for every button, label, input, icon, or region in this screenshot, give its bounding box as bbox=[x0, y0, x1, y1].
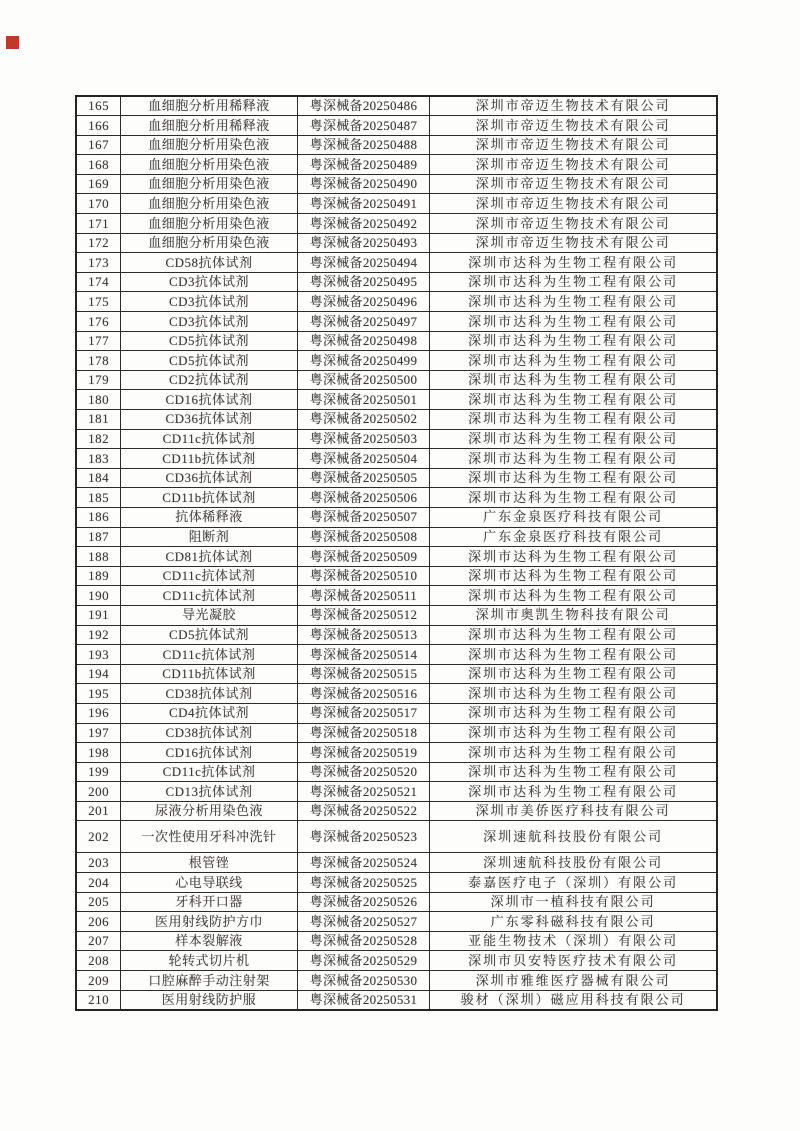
table-row bbox=[76, 762, 717, 782]
registration-number-cell: 粤深械备20250500 bbox=[297, 370, 430, 390]
registration-number-cell: 粤深械备20250522 bbox=[297, 801, 430, 821]
product-name-cell: CD3抗体试剂 bbox=[121, 272, 297, 292]
registration-number-cell: 粤深械备20250525 bbox=[297, 873, 430, 893]
row-number-cell: 192 bbox=[76, 625, 121, 645]
table-row bbox=[76, 645, 717, 665]
company-name-cell: 深圳市一植科技有限公司 bbox=[430, 892, 717, 912]
row-number-cell: 201 bbox=[76, 801, 121, 821]
company-name-cell: 深圳市帝迈生物技术有限公司 bbox=[430, 194, 717, 214]
table-row bbox=[76, 931, 717, 951]
table-row bbox=[76, 253, 717, 273]
company-name-cell: 骏材（深圳）磁应用科技有限公司 bbox=[430, 990, 717, 1010]
table-row bbox=[76, 331, 717, 351]
table-row bbox=[76, 684, 717, 704]
table-row bbox=[76, 892, 717, 912]
registration-number-cell: 粤深械备20250497 bbox=[297, 312, 430, 332]
product-name-cell: 血细胞分析用染色液 bbox=[121, 194, 297, 214]
registration-number-cell: 粤深械备20250518 bbox=[297, 723, 430, 743]
row-number-cell: 204 bbox=[76, 873, 121, 893]
product-name-cell: CD81抗体试剂 bbox=[121, 547, 297, 567]
product-name-cell: CD5抗体试剂 bbox=[121, 331, 297, 351]
product-name-cell: 口腔麻醉手动注射架 bbox=[121, 971, 297, 991]
product-name-cell: 导光凝胶 bbox=[121, 605, 297, 625]
product-name-cell: 血细胞分析用染色液 bbox=[121, 214, 297, 234]
company-name-cell: 深圳市达科为生物工程有限公司 bbox=[430, 488, 717, 508]
table-row bbox=[76, 351, 717, 371]
registration-number-cell: 粤深械备20250486 bbox=[297, 96, 430, 116]
table-row bbox=[76, 194, 717, 214]
table-row bbox=[76, 821, 717, 853]
table-row bbox=[76, 429, 717, 449]
row-number-cell: 172 bbox=[76, 233, 121, 253]
product-name-cell: 血细胞分析用染色液 bbox=[121, 135, 297, 155]
table-row bbox=[76, 971, 717, 991]
registration-number-cell: 粤深械备20250512 bbox=[297, 605, 430, 625]
product-name-cell: 牙科开口器 bbox=[121, 892, 297, 912]
registration-number-cell: 粤深械备20250489 bbox=[297, 155, 430, 175]
company-name-cell: 亚能生物技术（深圳）有限公司 bbox=[430, 931, 717, 951]
row-number-cell: 178 bbox=[76, 351, 121, 371]
table-row bbox=[76, 547, 717, 567]
table-row bbox=[76, 782, 717, 802]
company-name-cell: 深圳市美侨医疗科技有限公司 bbox=[430, 801, 717, 821]
registration-number-cell: 粤深械备20250517 bbox=[297, 703, 430, 723]
company-name-cell: 深圳市达科为生物工程有限公司 bbox=[430, 272, 717, 292]
registration-number-cell: 粤深械备20250530 bbox=[297, 971, 430, 991]
table-row bbox=[76, 96, 717, 116]
table-row bbox=[76, 272, 717, 292]
row-number-cell: 191 bbox=[76, 605, 121, 625]
registration-number-cell: 粤深械备20250496 bbox=[297, 292, 430, 312]
company-name-cell: 深圳市帝迈生物技术有限公司 bbox=[430, 233, 717, 253]
product-name-cell: 抗体稀释液 bbox=[121, 507, 297, 527]
registration-number-cell: 粤深械备20250501 bbox=[297, 390, 430, 410]
registration-number-cell: 粤深械备20250510 bbox=[297, 566, 430, 586]
row-number-cell: 193 bbox=[76, 645, 121, 665]
registration-number-cell: 粤深械备20250524 bbox=[297, 853, 430, 873]
company-name-cell: 深圳市雅维医疗器械有限公司 bbox=[430, 971, 717, 991]
row-number-cell: 188 bbox=[76, 547, 121, 567]
company-name-cell: 深圳市达科为生物工程有限公司 bbox=[430, 625, 717, 645]
row-number-cell: 179 bbox=[76, 370, 121, 390]
registration-number-cell: 粤深械备20250516 bbox=[297, 684, 430, 704]
registration-number-cell: 粤深械备20250520 bbox=[297, 762, 430, 782]
table-row bbox=[76, 214, 717, 234]
product-name-cell: CD11b抗体试剂 bbox=[121, 664, 297, 684]
table-row bbox=[76, 912, 717, 932]
row-number-cell: 202 bbox=[76, 821, 121, 853]
company-name-cell: 深圳市达科为生物工程有限公司 bbox=[430, 390, 717, 410]
row-number-cell: 184 bbox=[76, 468, 121, 488]
row-number-cell: 176 bbox=[76, 312, 121, 332]
table-row bbox=[76, 566, 717, 586]
product-name-cell: 血细胞分析用染色液 bbox=[121, 155, 297, 175]
row-number-cell: 203 bbox=[76, 853, 121, 873]
company-name-cell: 深圳市达科为生物工程有限公司 bbox=[430, 743, 717, 763]
company-name-cell: 深圳市达科为生物工程有限公司 bbox=[430, 586, 717, 606]
product-name-cell: 一次性使用牙科冲洗针 bbox=[121, 821, 297, 853]
row-number-cell: 170 bbox=[76, 194, 121, 214]
product-name-cell: 样本裂解液 bbox=[121, 931, 297, 951]
product-name-cell: CD2抗体试剂 bbox=[121, 370, 297, 390]
table-row bbox=[76, 292, 717, 312]
company-name-cell: 深圳市帝迈生物技术有限公司 bbox=[430, 96, 717, 116]
company-name-cell: 深圳市达科为生物工程有限公司 bbox=[430, 468, 717, 488]
company-name-cell: 深圳市达科为生物工程有限公司 bbox=[430, 449, 717, 469]
registration-number-cell: 粤深械备20250528 bbox=[297, 931, 430, 951]
row-number-cell: 167 bbox=[76, 135, 121, 155]
company-name-cell: 广东金泉医疗科技有限公司 bbox=[430, 507, 717, 527]
product-name-cell: 血细胞分析用染色液 bbox=[121, 233, 297, 253]
row-number-cell: 196 bbox=[76, 703, 121, 723]
registration-number-cell: 粤深械备20250494 bbox=[297, 253, 430, 273]
table-row bbox=[76, 233, 717, 253]
row-number-cell: 177 bbox=[76, 331, 121, 351]
row-number-cell: 181 bbox=[76, 410, 121, 430]
company-name-cell: 深圳市帝迈生物技术有限公司 bbox=[430, 135, 717, 155]
company-name-cell: 深圳市帝迈生物技术有限公司 bbox=[430, 116, 717, 136]
product-name-cell: CD11c抗体试剂 bbox=[121, 762, 297, 782]
company-name-cell: 深圳速航科技股份有限公司 bbox=[430, 821, 717, 853]
product-name-cell: 血细胞分析用稀释液 bbox=[121, 116, 297, 136]
product-name-cell: 血细胞分析用染色液 bbox=[121, 174, 297, 194]
company-name-cell: 广东零科磁科技有限公司 bbox=[430, 912, 717, 932]
product-name-cell: CD16抗体试剂 bbox=[121, 743, 297, 763]
table-row bbox=[76, 116, 717, 136]
registration-number-cell: 粤深械备20250511 bbox=[297, 586, 430, 606]
company-name-cell: 深圳市达科为生物工程有限公司 bbox=[430, 547, 717, 567]
company-name-cell: 深圳市贝安特医疗技术有限公司 bbox=[430, 951, 717, 971]
table-row bbox=[76, 527, 717, 547]
row-number-cell: 199 bbox=[76, 762, 121, 782]
product-name-cell: CD11c抗体试剂 bbox=[121, 586, 297, 606]
row-number-cell: 198 bbox=[76, 743, 121, 763]
registry-table-body bbox=[76, 96, 717, 1010]
product-name-cell: CD58抗体试剂 bbox=[121, 253, 297, 273]
company-name-cell: 深圳市达科为生物工程有限公司 bbox=[430, 429, 717, 449]
registration-number-cell: 粤深械备20250526 bbox=[297, 892, 430, 912]
row-number-cell: 186 bbox=[76, 507, 121, 527]
row-number-cell: 182 bbox=[76, 429, 121, 449]
company-name-cell: 深圳市达科为生物工程有限公司 bbox=[430, 703, 717, 723]
product-name-cell: 根管锉 bbox=[121, 853, 297, 873]
table-row bbox=[76, 723, 717, 743]
table-row bbox=[76, 625, 717, 645]
company-name-cell: 深圳市达科为生物工程有限公司 bbox=[430, 645, 717, 665]
product-name-cell: CD11c抗体试剂 bbox=[121, 645, 297, 665]
company-name-cell: 深圳市达科为生物工程有限公司 bbox=[430, 664, 717, 684]
product-name-cell: CD38抗体试剂 bbox=[121, 723, 297, 743]
table-row bbox=[76, 155, 717, 175]
company-name-cell: 深圳市帝迈生物技术有限公司 bbox=[430, 174, 717, 194]
product-name-cell: CD36抗体试剂 bbox=[121, 410, 297, 430]
registration-number-cell: 粤深械备20250499 bbox=[297, 351, 430, 371]
product-name-cell: 阻断剂 bbox=[121, 527, 297, 547]
registration-number-cell: 粤深械备20250505 bbox=[297, 468, 430, 488]
registration-number-cell: 粤深械备20250502 bbox=[297, 410, 430, 430]
company-name-cell: 广东金泉医疗科技有限公司 bbox=[430, 527, 717, 547]
company-name-cell: 深圳市达科为生物工程有限公司 bbox=[430, 351, 717, 371]
company-name-cell: 深圳市帝迈生物技术有限公司 bbox=[430, 214, 717, 234]
product-name-cell: 血细胞分析用稀释液 bbox=[121, 96, 297, 116]
device-registry-table bbox=[75, 95, 718, 1011]
row-number-cell: 190 bbox=[76, 586, 121, 606]
company-name-cell: 深圳市达科为生物工程有限公司 bbox=[430, 566, 717, 586]
product-name-cell: CD5抗体试剂 bbox=[121, 625, 297, 645]
table-row bbox=[76, 990, 717, 1010]
table-row bbox=[76, 135, 717, 155]
registration-number-cell: 粤深械备20250504 bbox=[297, 449, 430, 469]
registration-number-cell: 粤深械备20250508 bbox=[297, 527, 430, 547]
table-row bbox=[76, 873, 717, 893]
product-name-cell: CD11c抗体试剂 bbox=[121, 429, 297, 449]
registration-number-cell: 粤深械备20250507 bbox=[297, 507, 430, 527]
red-square-mark bbox=[6, 36, 19, 49]
company-name-cell: 深圳市奥凯生物科技有限公司 bbox=[430, 605, 717, 625]
row-number-cell: 206 bbox=[76, 912, 121, 932]
table-row bbox=[76, 605, 717, 625]
row-number-cell: 185 bbox=[76, 488, 121, 508]
product-name-cell: CD16抗体试剂 bbox=[121, 390, 297, 410]
row-number-cell: 166 bbox=[76, 116, 121, 136]
registration-number-cell: 粤深械备20250492 bbox=[297, 214, 430, 234]
product-name-cell: CD4抗体试剂 bbox=[121, 703, 297, 723]
company-name-cell: 深圳市达科为生物工程有限公司 bbox=[430, 331, 717, 351]
table-row bbox=[76, 743, 717, 763]
row-number-cell: 165 bbox=[76, 96, 121, 116]
table-row bbox=[76, 410, 717, 430]
product-name-cell: CD5抗体试剂 bbox=[121, 351, 297, 371]
product-name-cell: CD11b抗体试剂 bbox=[121, 488, 297, 508]
company-name-cell: 深圳市帝迈生物技术有限公司 bbox=[430, 155, 717, 175]
registration-number-cell: 粤深械备20250531 bbox=[297, 990, 430, 1010]
row-number-cell: 168 bbox=[76, 155, 121, 175]
registration-number-cell: 粤深械备20250487 bbox=[297, 116, 430, 136]
product-name-cell: 轮转式切片机 bbox=[121, 951, 297, 971]
registration-number-cell: 粤深械备20250514 bbox=[297, 645, 430, 665]
row-number-cell: 187 bbox=[76, 527, 121, 547]
registration-number-cell: 粤深械备20250519 bbox=[297, 743, 430, 763]
product-name-cell: CD36抗体试剂 bbox=[121, 468, 297, 488]
product-name-cell: CD13抗体试剂 bbox=[121, 782, 297, 802]
row-number-cell: 194 bbox=[76, 664, 121, 684]
table-row bbox=[76, 951, 717, 971]
row-number-cell: 189 bbox=[76, 566, 121, 586]
product-name-cell: CD3抗体试剂 bbox=[121, 312, 297, 332]
product-name-cell: 医用射线防护方巾 bbox=[121, 912, 297, 932]
registration-number-cell: 粤深械备20250498 bbox=[297, 331, 430, 351]
company-name-cell: 深圳市达科为生物工程有限公司 bbox=[430, 410, 717, 430]
product-name-cell: CD11b抗体试剂 bbox=[121, 449, 297, 469]
registration-number-cell: 粤深械备20250509 bbox=[297, 547, 430, 567]
row-number-cell: 175 bbox=[76, 292, 121, 312]
table-row bbox=[76, 586, 717, 606]
product-name-cell: CD11c抗体试剂 bbox=[121, 566, 297, 586]
table-row bbox=[76, 853, 717, 873]
company-name-cell: 深圳市达科为生物工程有限公司 bbox=[430, 782, 717, 802]
product-name-cell: 医用射线防护服 bbox=[121, 990, 297, 1010]
registration-number-cell: 粤深械备20250503 bbox=[297, 429, 430, 449]
row-number-cell: 207 bbox=[76, 931, 121, 951]
row-number-cell: 205 bbox=[76, 892, 121, 912]
registration-number-cell: 粤深械备20250493 bbox=[297, 233, 430, 253]
registration-number-cell: 粤深械备20250506 bbox=[297, 488, 430, 508]
registration-number-cell: 粤深械备20250495 bbox=[297, 272, 430, 292]
table-row bbox=[76, 312, 717, 332]
table-row bbox=[76, 449, 717, 469]
row-number-cell: 197 bbox=[76, 723, 121, 743]
table-row bbox=[76, 390, 717, 410]
row-number-cell: 173 bbox=[76, 253, 121, 273]
row-number-cell: 208 bbox=[76, 951, 121, 971]
table-row bbox=[76, 174, 717, 194]
table-row bbox=[76, 664, 717, 684]
row-number-cell: 200 bbox=[76, 782, 121, 802]
company-name-cell: 深圳市达科为生物工程有限公司 bbox=[430, 253, 717, 273]
product-name-cell: CD3抗体试剂 bbox=[121, 292, 297, 312]
registration-number-cell: 粤深械备20250490 bbox=[297, 174, 430, 194]
company-name-cell: 深圳市达科为生物工程有限公司 bbox=[430, 312, 717, 332]
table-row bbox=[76, 507, 717, 527]
product-name-cell: 心电导联线 bbox=[121, 873, 297, 893]
registration-number-cell: 粤深械备20250488 bbox=[297, 135, 430, 155]
company-name-cell: 深圳市达科为生物工程有限公司 bbox=[430, 292, 717, 312]
table-row bbox=[76, 488, 717, 508]
row-number-cell: 174 bbox=[76, 272, 121, 292]
table-row bbox=[76, 801, 717, 821]
table-row bbox=[76, 468, 717, 488]
row-number-cell: 180 bbox=[76, 390, 121, 410]
company-name-cell: 泰嘉医疗电子（深圳）有限公司 bbox=[430, 873, 717, 893]
product-name-cell: 尿液分析用染色液 bbox=[121, 801, 297, 821]
table-row bbox=[76, 703, 717, 723]
company-name-cell: 深圳市达科为生物工程有限公司 bbox=[430, 370, 717, 390]
row-number-cell: 195 bbox=[76, 684, 121, 704]
company-name-cell: 深圳市达科为生物工程有限公司 bbox=[430, 684, 717, 704]
row-number-cell: 183 bbox=[76, 449, 121, 469]
row-number-cell: 209 bbox=[76, 971, 121, 991]
registration-number-cell: 粤深械备20250515 bbox=[297, 664, 430, 684]
product-name-cell: CD38抗体试剂 bbox=[121, 684, 297, 704]
registration-number-cell: 粤深械备20250523 bbox=[297, 821, 430, 853]
company-name-cell: 深圳速航科技股份有限公司 bbox=[430, 853, 717, 873]
row-number-cell: 171 bbox=[76, 214, 121, 234]
registration-number-cell: 粤深械备20250521 bbox=[297, 782, 430, 802]
row-number-cell: 169 bbox=[76, 174, 121, 194]
registration-number-cell: 粤深械备20250527 bbox=[297, 912, 430, 932]
registration-number-cell: 粤深械备20250513 bbox=[297, 625, 430, 645]
table-row bbox=[76, 370, 717, 390]
company-name-cell: 深圳市达科为生物工程有限公司 bbox=[430, 723, 717, 743]
company-name-cell: 深圳市达科为生物工程有限公司 bbox=[430, 762, 717, 782]
row-number-cell: 210 bbox=[76, 990, 121, 1010]
registration-number-cell: 粤深械备20250491 bbox=[297, 194, 430, 214]
registration-number-cell: 粤深械备20250529 bbox=[297, 951, 430, 971]
